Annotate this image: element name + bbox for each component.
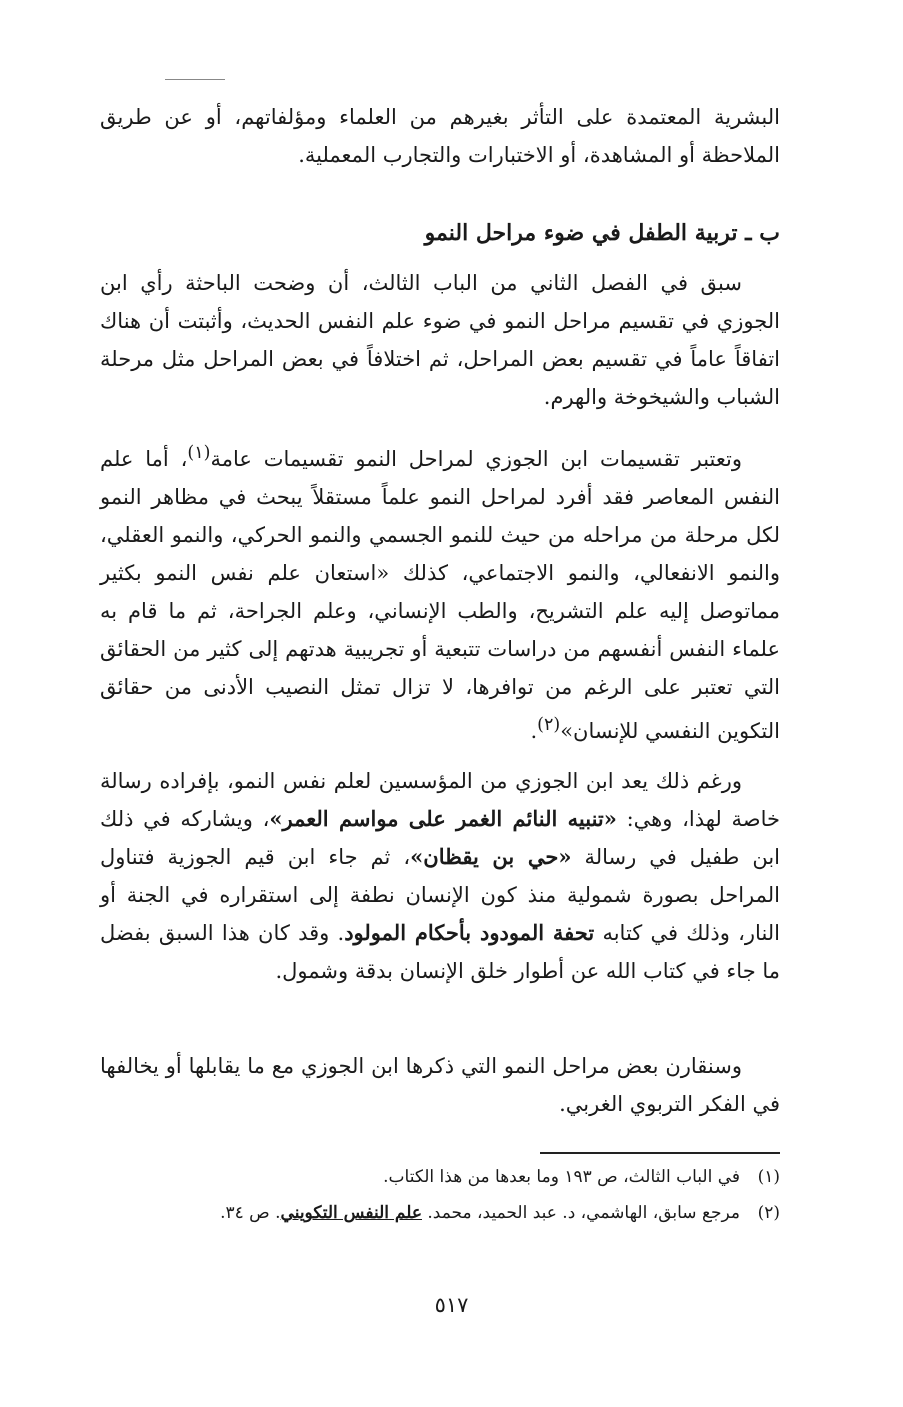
book-title-tanbih: «تنبيه النائم الغمر على مواسم العمر»: [269, 806, 617, 831]
footnote-2-number: (٢): [757, 1203, 780, 1223]
footnote-2: [100, 1198, 780, 1228]
paragraph-2: سبق في الفصل الثاني من الباب الثالث، أن وضحت الباحثة رأي ابن الجوزي في تقسيم مراحل النمو في ضوء علم النفس الحديث، وأثبتت أن هناك اتفاقاً عاماً في تقسيم بعض المراحل، ثم اختلافاً في بعض المراحل مثل مرحلة الشباب والشيخوخة والهرم.: [100, 271, 780, 409]
paragraph-3-text-a: وتعتبر تقسيمات ابن الجوزي لمراحل النمو تقسيمات عامة: [210, 447, 742, 471]
page-number: ٥١٧: [434, 1293, 469, 1317]
footnote-1: [100, 1162, 780, 1192]
footnote-2-text-b: . ص ٣٤.: [220, 1203, 281, 1223]
book-title-hayy: «حي بن يقظان»: [410, 844, 572, 869]
footnote-ref-1: (١): [187, 443, 211, 463]
footnote-2-text-a: مرجع سابق، الهاشمي، د. عبد الحميد، محمد.: [422, 1203, 740, 1223]
footnote-divider: [540, 1152, 780, 1154]
paragraph-3-text-b: ، أما علم النفس المعاصر فقد أفرد لمراحل النمو علماً مستقلاً يبحث في مظاهر النمو لكل مرحلة من مراحله من حيث للنمو الجسمي والنمو الحركي، والنمو العقلي، والنمو الانفعالي، والنمو الاجتماعي، كذلك «استعان علم نفس النمو بكثير مماتوصل إليه علم التشريح، والطب الإنساني، وعلم الجراحة، ثم ما قام به علماء النفس أنفسهم من دراسات تتبعية أو تجريبية هدتهم إلى كثير من الحقائق التي تعتبر على الرغم من توافرها، لا تزال تمثل النصيب الأدنى من حقائق التكوين النفسي للإنسان»: [100, 447, 780, 743]
paragraph-3-text-c: .: [530, 719, 538, 743]
paragraph-1: البشرية المعتمدة على التأثر بغيرهم من العلماء ومؤلفاتهم، أو عن طريق الملاحظة أو المشاهدة، أو الاختبارات والتجارب المعملية.: [100, 105, 780, 167]
footnote-1-number: (١): [757, 1167, 780, 1187]
book-title-tuhfat: تحفة المودود بأحكام المولود: [344, 920, 595, 945]
paragraph-4-text-b: ، ويشاركه في ذلك ابن طفيل في رسالة: [100, 807, 781, 869]
footnotes: [100, 1162, 780, 1234]
footnote-2-book-title: علم النفس التكويني: [280, 1203, 422, 1223]
top-rule: [165, 79, 225, 80]
section-heading: ب ـ تربية الطفل في ضوء مراحل النمو: [424, 220, 780, 246]
footnote-2-body: [100, 1198, 740, 1228]
footnote-1-text: في الباب الثالث، ص ١٩٣ وما بعدها من هذا الكتاب.: [383, 1167, 740, 1187]
paragraph-4-text-d: . وقد كان هذا السبق بفضل ما جاء في كتاب الله عن أطوار خلق الإنسان بدقة وشمول.: [100, 921, 780, 983]
paragraph-4-text-a: ورغم ذلك يعد ابن الجوزي من المؤسسين لعلم نفس النمو، بإفراده رسالة خاصة لهذا، وهي:: [100, 769, 780, 831]
paragraph-5: وسنقارن بعض مراحل النمو التي ذكرها ابن الجوزي مع ما يقابلها أو يخالفها في الفكر التربوي الغربي.: [100, 1054, 780, 1116]
paragraph-4-text-c: ، ثم جاء ابن قيم الجوزية فتناول المراحل بصورة شمولية منذ كون الإنسان نطفة إلى استقراره في الجنة أو النار، وذلك في كتابه: [100, 845, 781, 945]
paragraph-4: [100, 762, 780, 990]
paragraph-3: [100, 434, 780, 750]
footnote-ref-2: (٢): [537, 715, 561, 735]
